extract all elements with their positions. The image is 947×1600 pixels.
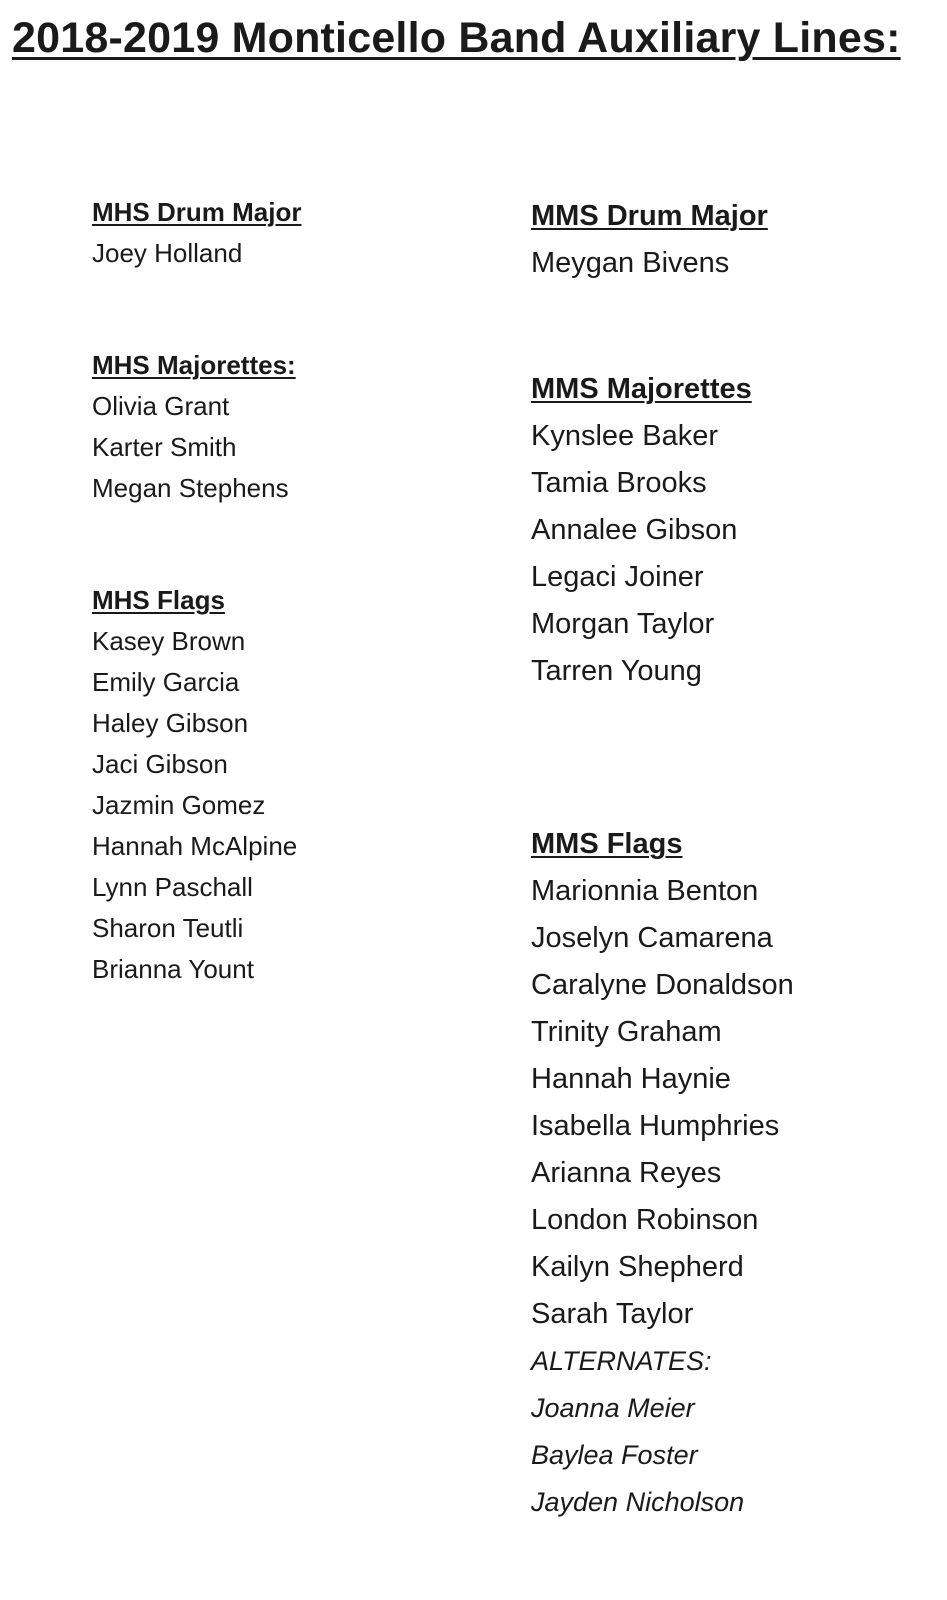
mms-majorette-name: Legaci Joiner <box>531 561 704 593</box>
mms-flag-name: London Robinson <box>531 1204 759 1236</box>
page-title: 2018-2019 Monticello Band Auxiliary Lines: <box>12 14 901 62</box>
mms-flags-heading: MMS Flags <box>531 828 683 860</box>
mhs-drum-major-heading: MHS Drum Major <box>92 197 302 227</box>
mhs-flag-name: Jaci Gibson <box>92 749 228 779</box>
mms-drum-major-heading: MMS Drum Major <box>531 200 768 232</box>
mhs-flags-heading: MHS Flags <box>92 585 225 615</box>
mhs-flag-name: Emily Garcia <box>92 667 240 697</box>
mhs-drum-major-section <box>92 192 301 274</box>
mhs-majorette-name: Karter Smith <box>92 432 237 462</box>
mhs-flag-name: Sharon Teutli <box>92 913 244 943</box>
mms-majorette-name: Annalee Gibson <box>531 514 738 546</box>
mms-flag-name: Sarah Taylor <box>531 1298 694 1330</box>
mhs-majorettes-heading: MHS Majorettes: <box>92 350 296 380</box>
mms-flag-name: Joselyn Camarena <box>531 922 773 954</box>
mhs-majorette-name: Megan Stephens <box>92 473 289 503</box>
mms-flags-section <box>531 821 794 1526</box>
mms-flag-name: Marionnia Benton <box>531 875 759 907</box>
mms-flag-name: Kailyn Shepherd <box>531 1251 744 1283</box>
mhs-flags-section <box>92 580 297 990</box>
mms-flag-name: Trinity Graham <box>531 1016 722 1048</box>
mhs-flag-name: Hannah McAlpine <box>92 831 298 861</box>
mms-majorettes-heading: MMS Majorettes <box>531 373 752 405</box>
alternate-name: Joanna Meier <box>531 1393 695 1423</box>
alternate-name: Jayden Nicholson <box>531 1487 745 1517</box>
mhs-flag-name: Haley Gibson <box>92 708 249 738</box>
mms-drum-major-name: Meygan Bivens <box>531 247 730 279</box>
mhs-drum-major-name: Joey Holland <box>92 238 243 268</box>
mms-flag-name: Isabella Humphries <box>531 1110 780 1142</box>
mms-majorettes-section <box>531 366 752 695</box>
mms-majorette-name: Tamia Brooks <box>531 467 707 499</box>
mms-drum-major-section <box>531 193 768 287</box>
mms-majorette-name: Tarren Young <box>531 655 702 687</box>
mms-majorette-name: Kynslee Baker <box>531 420 718 452</box>
mms-majorette-name: Morgan Taylor <box>531 608 715 640</box>
mhs-flag-name: Jazmin Gomez <box>92 790 266 820</box>
mhs-flag-name: Brianna Yount <box>92 954 254 984</box>
mms-flag-name: Caralyne Donaldson <box>531 969 794 1001</box>
mms-flag-name: Hannah Haynie <box>531 1063 731 1095</box>
mhs-majorette-name: Olivia Grant <box>92 391 230 421</box>
mhs-flag-name: Lynn Paschall <box>92 872 253 902</box>
alternate-name: Baylea Foster <box>531 1440 698 1470</box>
mms-flag-name: Arianna Reyes <box>531 1157 722 1189</box>
mhs-majorettes-section <box>92 345 296 509</box>
mhs-flag-name: Kasey Brown <box>92 626 246 656</box>
alternates-label: ALTERNATES: <box>531 1346 712 1376</box>
